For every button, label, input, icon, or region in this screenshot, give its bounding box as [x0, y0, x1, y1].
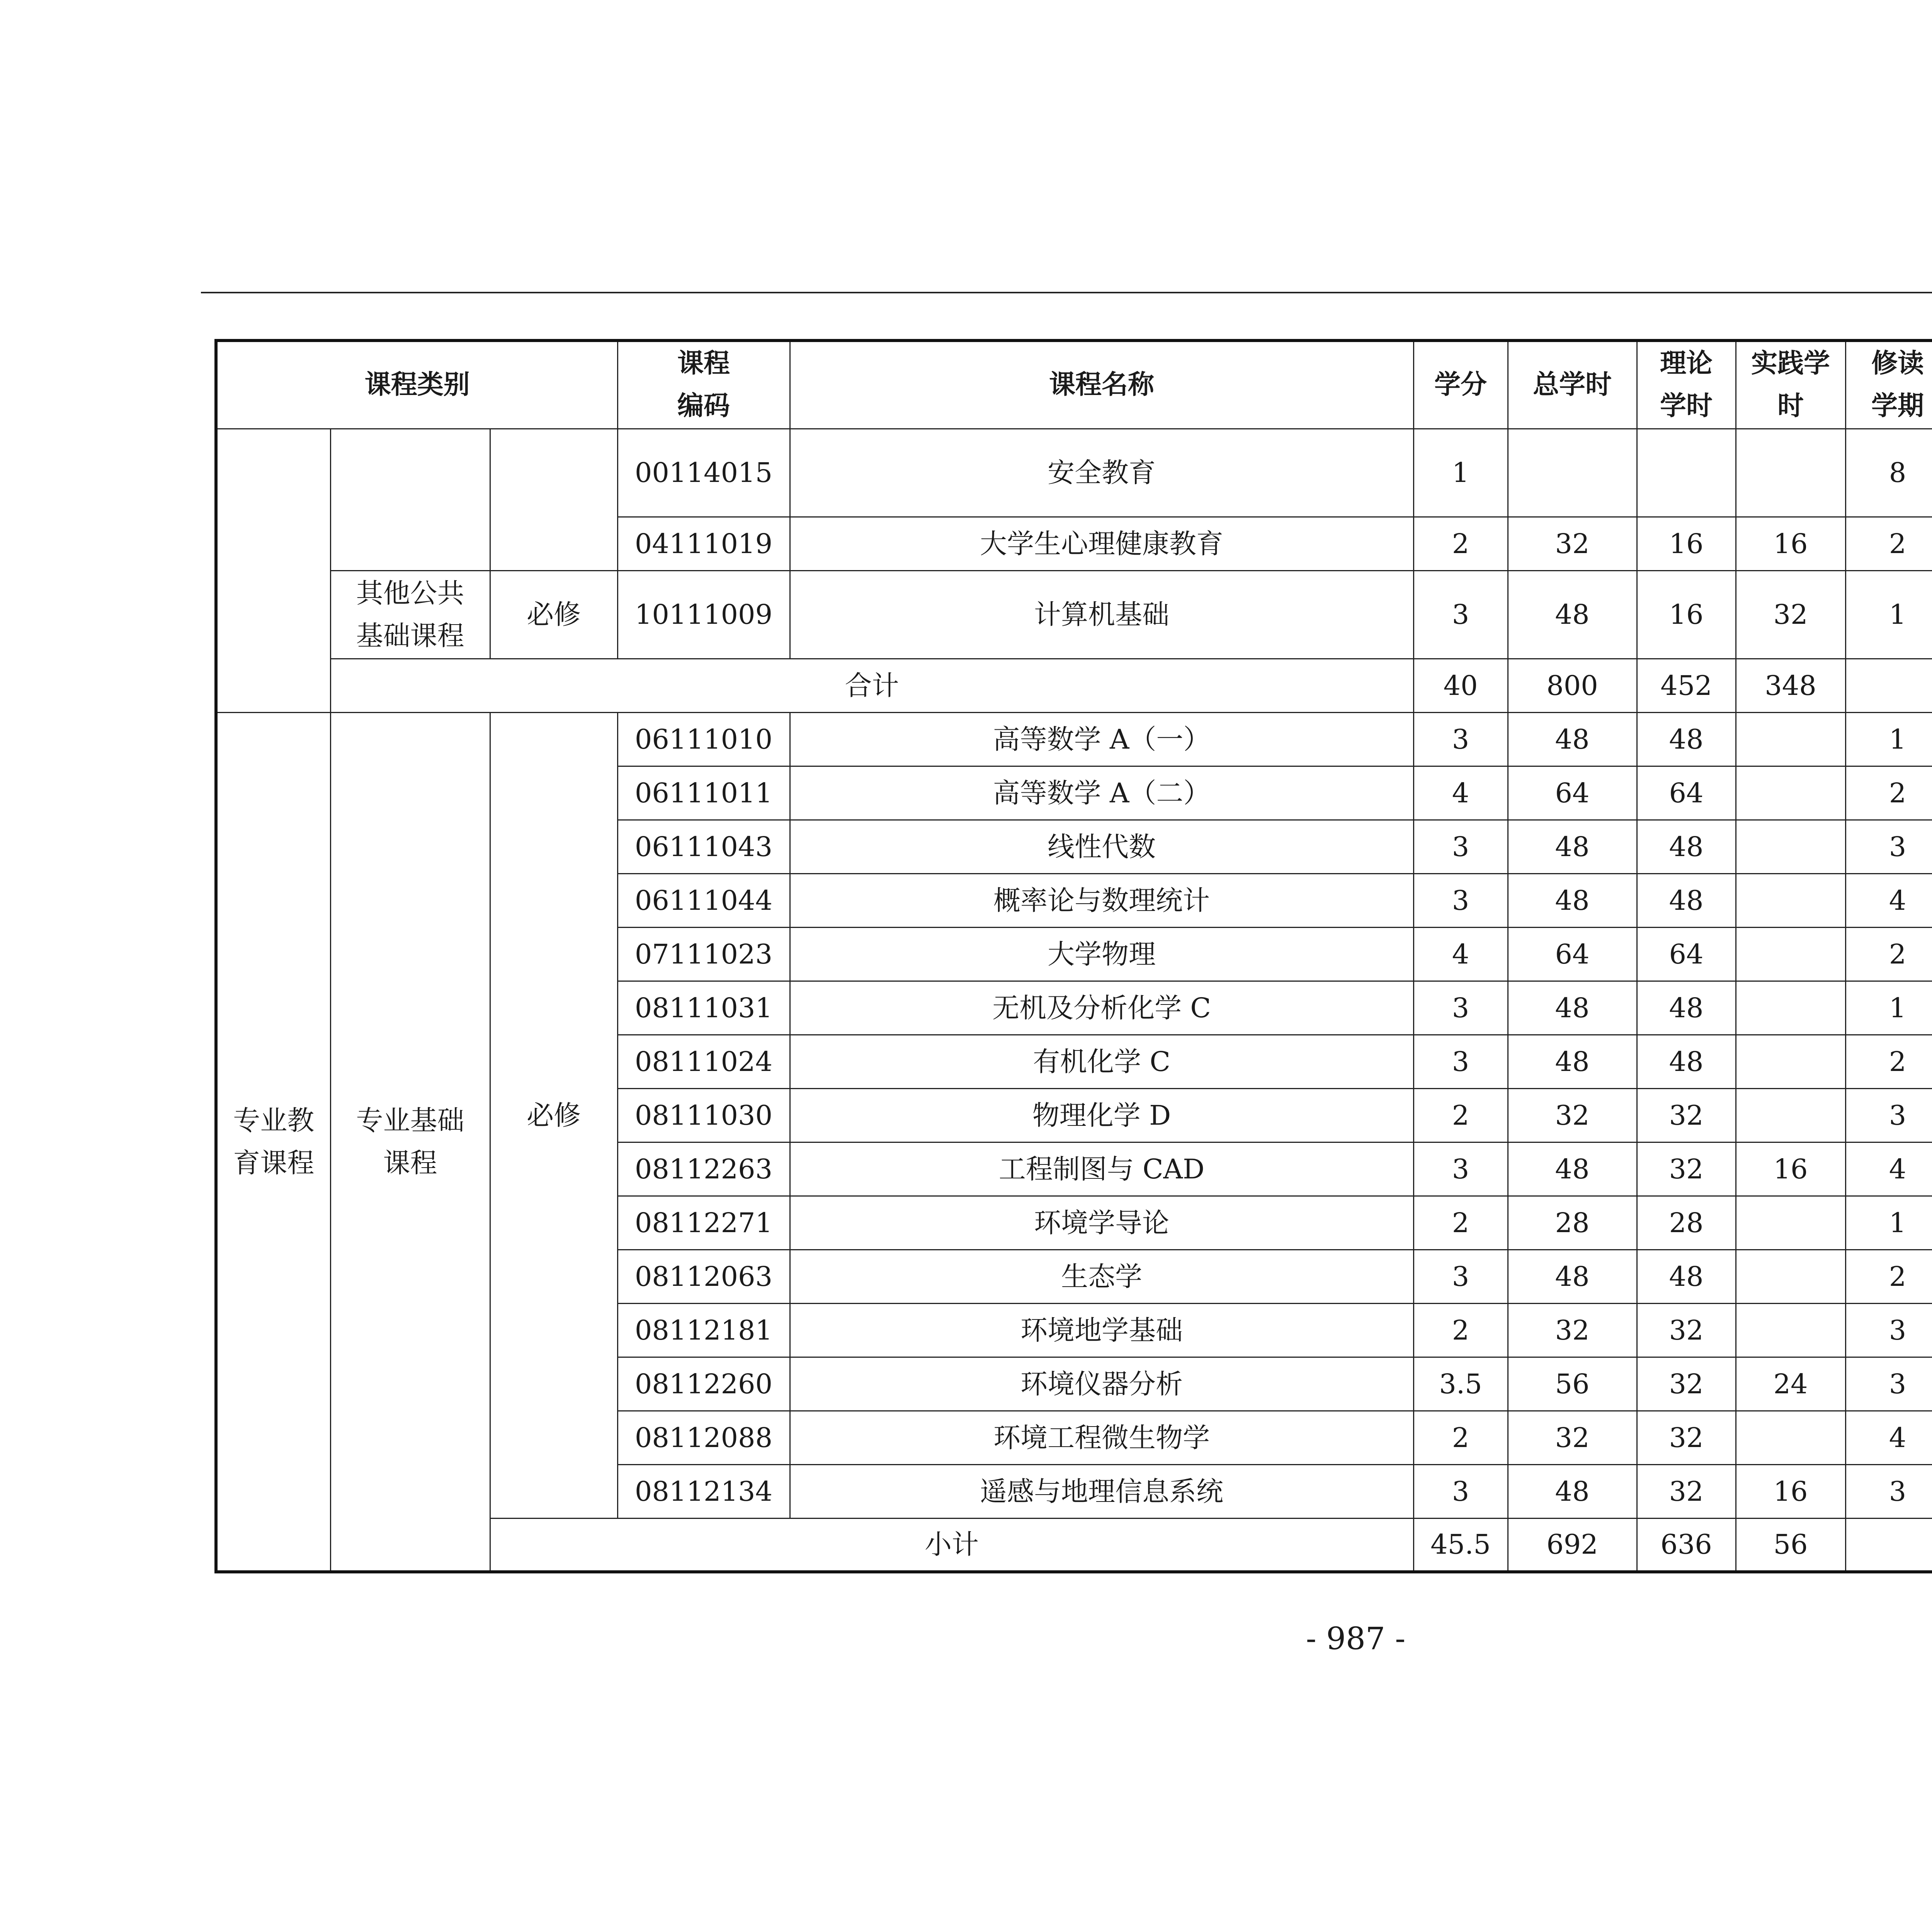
practice-hours [1736, 1250, 1845, 1303]
course-name: 物理化学 D [790, 1088, 1413, 1142]
credits: 2 [1413, 517, 1508, 570]
practice-hours [1736, 1411, 1845, 1464]
practice-hours [1736, 873, 1845, 927]
practice-hours: 16 [1736, 1142, 1845, 1196]
course-code: 06111043 [617, 820, 790, 873]
credits: 1 [1413, 429, 1508, 517]
practice-hours [1736, 429, 1845, 517]
header-course-category: 课程类别 [216, 340, 617, 429]
course-name: 生态学 [790, 1250, 1413, 1303]
section1-nature-blank [490, 429, 617, 570]
total-hours: 48 [1508, 1035, 1637, 1088]
total-hours: 48 [1508, 1250, 1637, 1303]
theory-hours: 28 [1637, 1196, 1736, 1250]
credits: 2 [1413, 1303, 1508, 1357]
course-code: 04111019 [617, 517, 790, 570]
section1-group-label: 其他公共 基础课程 [330, 570, 490, 659]
table-row [216, 712, 1932, 766]
course-code: 06111011 [617, 766, 790, 820]
table-header-row [216, 340, 1932, 429]
course-name: 高等数学 A（一） [790, 712, 1413, 766]
course-name: 环境工程微生物学 [790, 1411, 1413, 1464]
practice-hours: 16 [1736, 1464, 1845, 1518]
total-hours: 64 [1508, 927, 1637, 981]
theory-hours: 48 [1637, 981, 1736, 1035]
course-code: 08112063 [617, 1250, 790, 1303]
credits: 4 [1413, 927, 1508, 981]
theory-hours: 64 [1637, 766, 1736, 820]
theory-hours: 32 [1637, 1303, 1736, 1357]
total-hours-sum: 800 [1508, 659, 1637, 712]
credits: 3 [1413, 1035, 1508, 1088]
term: 3 [1845, 1357, 1932, 1411]
total-theory-sum: 452 [1637, 659, 1736, 712]
subtotal-theory: 636 [1637, 1518, 1736, 1572]
course-code: 00114015 [617, 429, 790, 517]
total-hours [1508, 429, 1637, 517]
practice-hours [1736, 820, 1845, 873]
header-practice-hours: 实践学 时 [1736, 340, 1845, 429]
course-name: 线性代数 [790, 820, 1413, 873]
course-code: 07111023 [617, 927, 790, 981]
total-hours: 32 [1508, 517, 1637, 570]
practice-hours: 24 [1736, 1357, 1845, 1411]
section2-nature-label: 必修 [490, 712, 617, 1518]
subtotal-practice: 56 [1736, 1518, 1845, 1572]
section1-category-cell [216, 429, 330, 712]
course-code: 10111009 [617, 570, 790, 659]
theory-hours: 32 [1637, 1357, 1736, 1411]
theory-hours: 32 [1637, 1464, 1736, 1518]
theory-hours: 32 [1637, 1142, 1736, 1196]
term: 3 [1845, 820, 1932, 873]
course-code: 08112271 [617, 1196, 790, 1250]
term: 4 [1845, 1411, 1932, 1464]
course-code: 08112134 [617, 1464, 790, 1518]
total-hours: 56 [1508, 1357, 1637, 1411]
total-hours: 48 [1508, 570, 1637, 659]
section2-category-label: 专业教 育课程 [216, 712, 330, 1572]
course-code: 06111010 [617, 712, 790, 766]
theory-hours: 64 [1637, 927, 1736, 981]
course-code: 08111030 [617, 1088, 790, 1142]
theory-hours: 48 [1637, 820, 1736, 873]
theory-hours: 32 [1637, 1088, 1736, 1142]
header-course-name: 课程名称 [790, 340, 1413, 429]
course-name: 工程制图与 CAD [790, 1142, 1413, 1196]
total-hours: 48 [1508, 820, 1637, 873]
credits: 3 [1413, 1464, 1508, 1518]
term: 1 [1845, 981, 1932, 1035]
total-row [216, 659, 1932, 712]
total-practice-sum: 348 [1736, 659, 1845, 712]
theory-hours: 48 [1637, 1250, 1736, 1303]
credits: 3 [1413, 873, 1508, 927]
total-credits: 40 [1413, 659, 1508, 712]
section2-group-label: 专业基础 课程 [330, 712, 490, 1572]
course-table [214, 339, 1932, 1573]
practice-hours [1736, 712, 1845, 766]
practice-hours [1736, 1196, 1845, 1250]
course-code: 08112263 [617, 1142, 790, 1196]
theory-hours: 16 [1637, 517, 1736, 570]
credits: 3.5 [1413, 1357, 1508, 1411]
practice-hours: 16 [1736, 517, 1845, 570]
header-credits: 学分 [1413, 340, 1508, 429]
total-label: 合计 [330, 659, 1413, 712]
term: 4 [1845, 1142, 1932, 1196]
theory-hours: 48 [1637, 712, 1736, 766]
course-code: 06111044 [617, 873, 790, 927]
course-code: 08112181 [617, 1303, 790, 1357]
course-name: 环境仪器分析 [790, 1357, 1413, 1411]
theory-hours: 32 [1637, 1411, 1736, 1464]
course-name: 遥感与地理信息系统 [790, 1464, 1413, 1518]
practice-hours [1736, 927, 1845, 981]
total-hours: 48 [1508, 1464, 1637, 1518]
term: 2 [1845, 517, 1932, 570]
term: 2 [1845, 1035, 1932, 1088]
total-hours: 32 [1508, 1088, 1637, 1142]
theory-hours: 48 [1637, 1035, 1736, 1088]
theory-hours: 16 [1637, 570, 1736, 659]
total-hours: 32 [1508, 1303, 1637, 1357]
term: 3 [1845, 1088, 1932, 1142]
term: 2 [1845, 927, 1932, 981]
credits: 3 [1413, 712, 1508, 766]
course-name: 安全教育 [790, 429, 1413, 517]
course-name: 有机化学 C [790, 1035, 1413, 1088]
page-number: - 987 - [1306, 1621, 1406, 1657]
credits: 2 [1413, 1196, 1508, 1250]
subtotal-credits: 45.5 [1413, 1518, 1508, 1572]
total-hours: 48 [1508, 873, 1637, 927]
term: 1 [1845, 1196, 1932, 1250]
course-code: 08111024 [617, 1035, 790, 1088]
practice-hours [1736, 1303, 1845, 1357]
practice-hours [1736, 1088, 1845, 1142]
total-hours: 28 [1508, 1196, 1637, 1250]
credits: 3 [1413, 1250, 1508, 1303]
credits: 4 [1413, 766, 1508, 820]
practice-hours [1736, 1035, 1845, 1088]
header-term: 修读 学期 [1845, 340, 1932, 429]
course-code: 08112260 [617, 1357, 790, 1411]
header-theory-hours: 理论 学时 [1637, 340, 1736, 429]
header-divider [201, 292, 1932, 293]
course-name: 高等数学 A（二） [790, 766, 1413, 820]
term: 3 [1845, 1464, 1932, 1518]
course-name: 环境学导论 [790, 1196, 1413, 1250]
term: 2 [1845, 1250, 1932, 1303]
credits: 3 [1413, 820, 1508, 873]
total-hours: 64 [1508, 766, 1637, 820]
practice-hours [1736, 981, 1845, 1035]
credits: 2 [1413, 1088, 1508, 1142]
total-hours: 48 [1508, 1142, 1637, 1196]
credits: 3 [1413, 1142, 1508, 1196]
practice-hours [1736, 766, 1845, 820]
section1-nature-label: 必修 [490, 570, 617, 659]
term: 2 [1845, 766, 1932, 820]
subtotal-hours: 692 [1508, 1518, 1637, 1572]
credits: 3 [1413, 981, 1508, 1035]
theory-hours: 48 [1637, 873, 1736, 927]
theory-hours [1637, 429, 1736, 517]
credits: 3 [1413, 570, 1508, 659]
term: 1 [1845, 712, 1932, 766]
course-name: 概率论与数理统计 [790, 873, 1413, 927]
course-code: 08111031 [617, 981, 790, 1035]
credits: 2 [1413, 1411, 1508, 1464]
course-code: 08112088 [617, 1411, 790, 1464]
table-row [216, 429, 1932, 517]
subtotal-label: 小计 [490, 1518, 1413, 1572]
course-name: 计算机基础 [790, 570, 1413, 659]
term: 8 [1845, 429, 1932, 517]
term: 3 [1845, 1303, 1932, 1357]
course-name: 大学生心理健康教育 [790, 517, 1413, 570]
term: 4 [1845, 873, 1932, 927]
total-hours: 48 [1508, 981, 1637, 1035]
course-name: 无机及分析化学 C [790, 981, 1413, 1035]
total-hours: 32 [1508, 1411, 1637, 1464]
course-name: 大学物理 [790, 927, 1413, 981]
total-hours: 48 [1508, 712, 1637, 766]
section1-group-blank [330, 429, 490, 570]
header-course-code: 课程 编码 [617, 340, 790, 429]
practice-hours: 32 [1736, 570, 1845, 659]
course-name: 环境地学基础 [790, 1303, 1413, 1357]
table-row [216, 570, 1932, 659]
term: 1 [1845, 570, 1932, 659]
header-total-hours: 总学时 [1508, 340, 1637, 429]
